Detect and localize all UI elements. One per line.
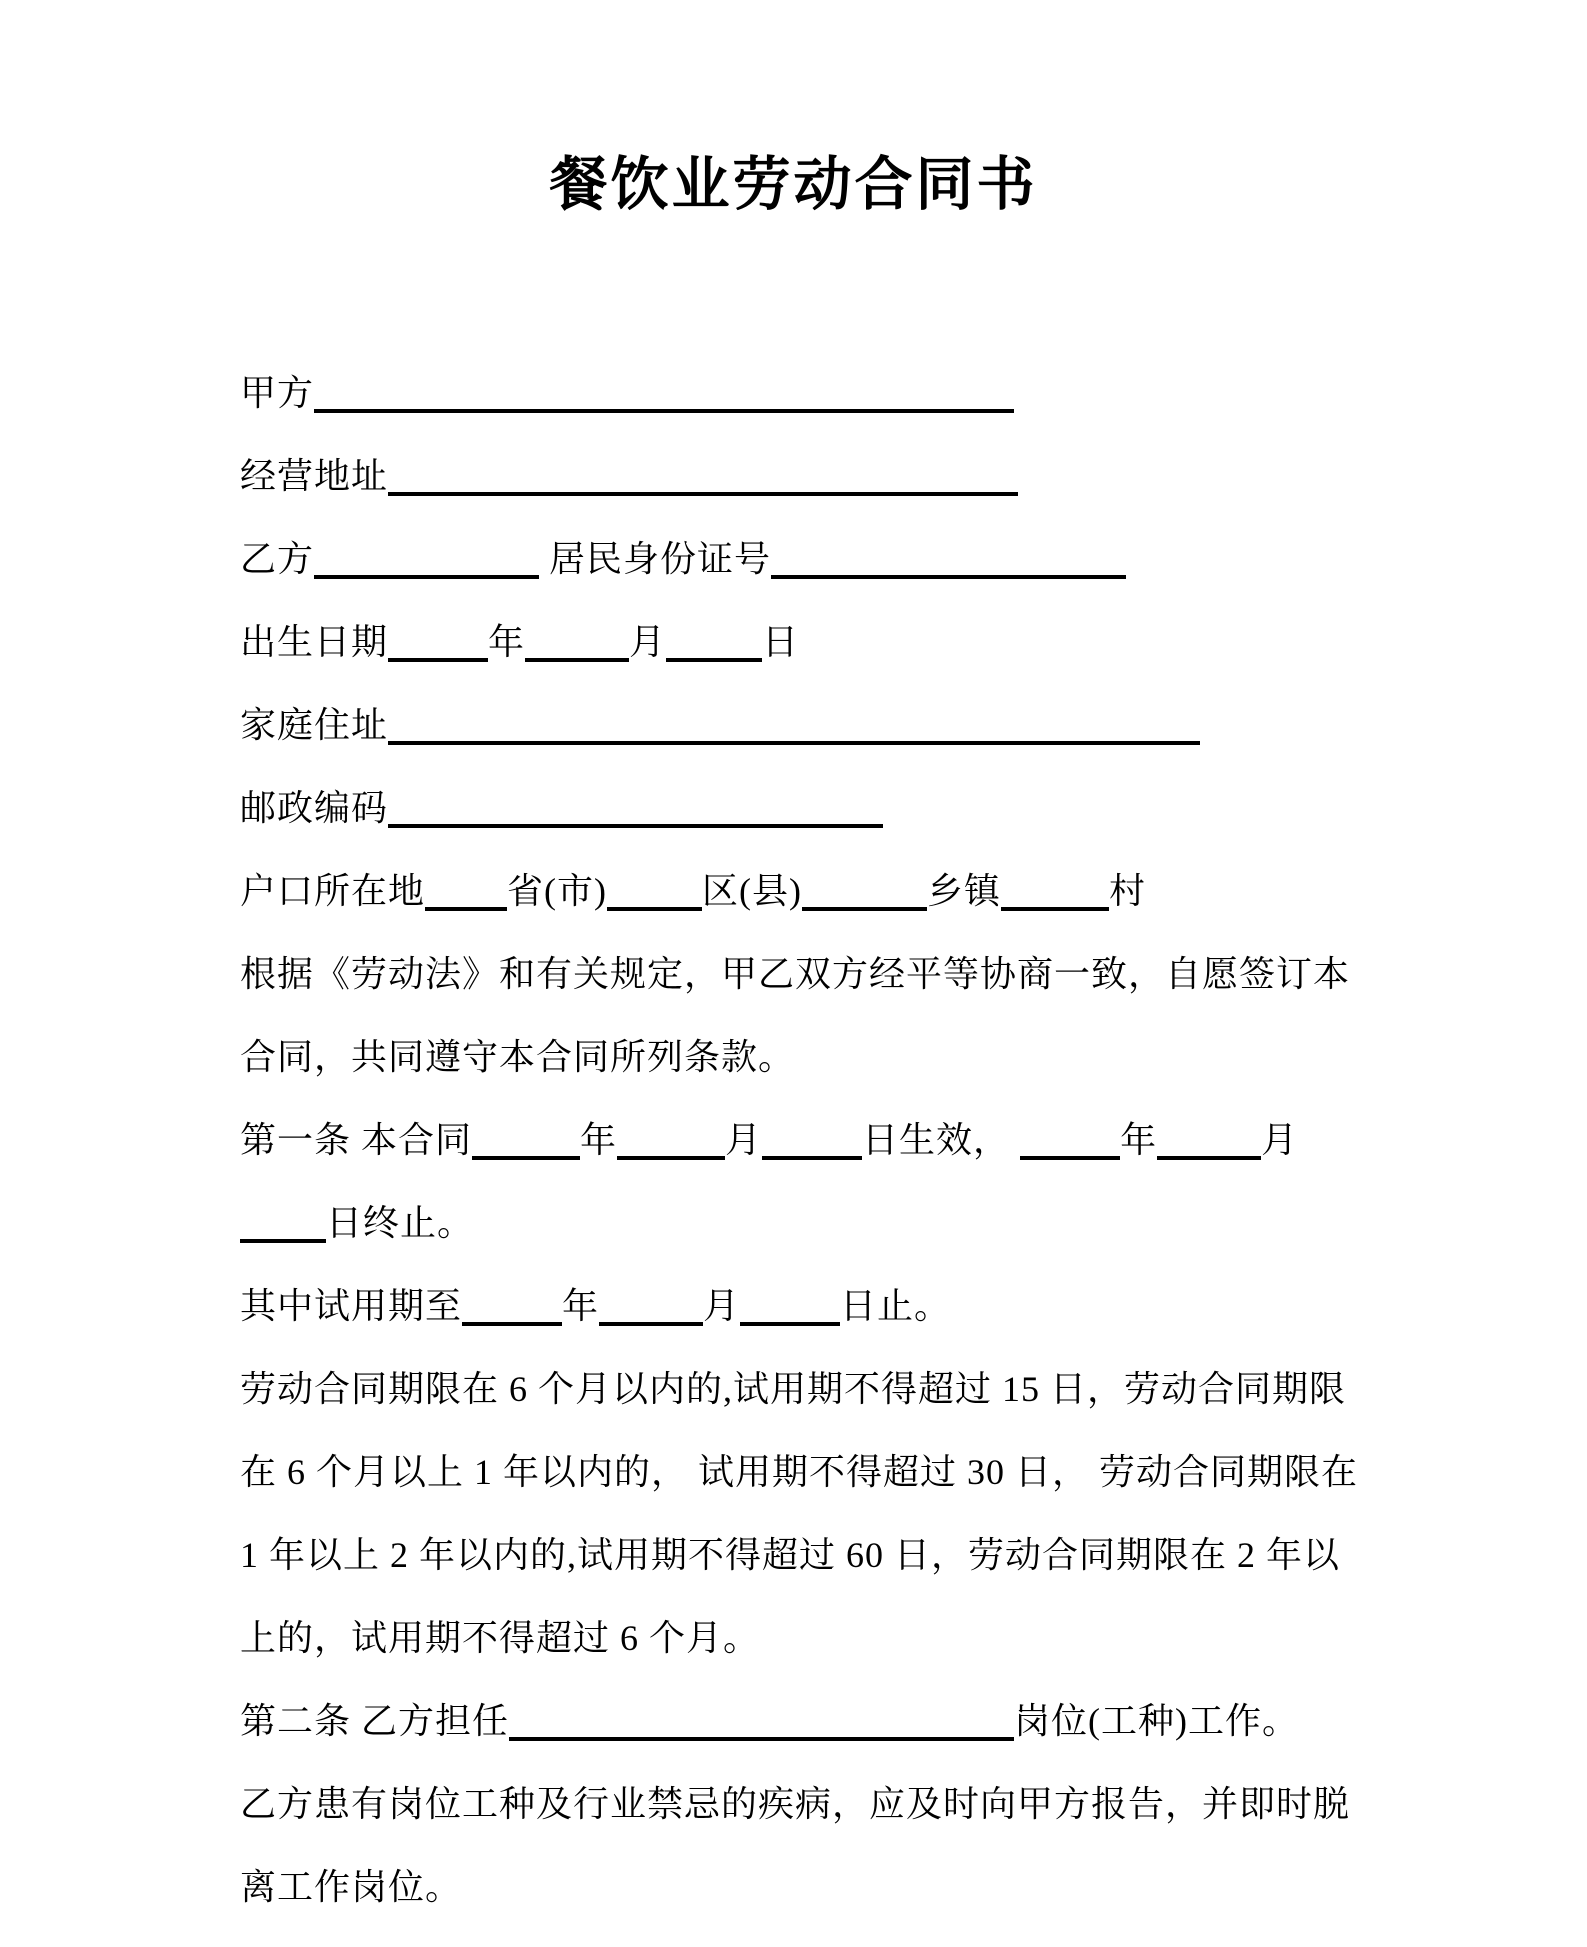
contract-line [240,1698,1347,1781]
contract-line [240,1200,1347,1283]
text-segment: 上的，试用期不得超过 6 个月。 [240,1618,761,1658]
blank-field [388,790,883,828]
blank-field [240,1205,326,1243]
blank-field [462,1288,562,1326]
text-segment: 年 [488,622,526,662]
text-segment: 出生日期 [240,622,389,662]
text-segment: 月 [703,1286,741,1326]
text-segment: 村 [1109,871,1147,911]
blank-field [607,873,702,911]
text-segment: 日止。 [840,1286,952,1326]
contract-line [240,619,1347,702]
text-segment: 月 [629,622,667,662]
text-segment: 其中试用期至 [240,1286,463,1326]
blank-field [425,873,507,911]
text-segment: 户口所在地 [240,871,426,911]
blank-field [1157,1122,1261,1160]
text-segment: 年 [580,1120,618,1160]
contract-line [240,868,1347,951]
text-segment: 邮政编码 [240,788,389,828]
contract-line [240,1615,1347,1698]
blank-field [472,1122,580,1160]
text-segment: 根据《劳动法》和有关规定，甲乙双方经平等协商一致，自愿签订本 [240,954,1351,994]
text-segment: 合同，共同遵守本合同所列条款。 [240,1037,796,1077]
blank-field [1020,1122,1120,1160]
text-segment: 乡镇 [926,871,1001,911]
text-segment: 第二条 乙方担任 [240,1701,510,1741]
contract-line [240,1117,1347,1200]
blank-field [388,624,488,662]
blank-field [525,624,629,662]
text-segment: 第一条 本合同 [240,1120,473,1160]
contract-line [240,951,1351,1034]
text-segment: 省(市) [507,871,607,911]
text-segment: 乙方 [240,539,315,579]
text-segment: 乙方患有岗位工种及行业禁忌的疾病，应及时向甲方报告，并即时脱 [240,1784,1351,1824]
text-segment: 在 6 个月以上 1 年以内的， 试用期不得超过 30 日， 劳动合同期限在 [240,1452,1359,1492]
contract-line [240,1864,1347,1947]
contract-line [240,1532,1347,1615]
text-segment: 区(县) [702,871,802,911]
document-body [240,370,1359,1947]
blank-field [802,873,927,911]
blank-field [314,541,539,579]
text-segment: 日终止。 [326,1203,475,1243]
blank-field [388,458,1018,496]
text-segment: 月 [725,1120,763,1160]
contract-line [240,1366,1347,1449]
text-segment: 离工作岗位。 [240,1867,463,1907]
text-segment: 1 年以上 2 年以内的,试用期不得超过 60 日，劳动合同期限在 2 年以 [240,1535,1341,1575]
contract-line [240,370,1347,453]
contract-line [240,1283,1347,1366]
text-segment: 年 [1120,1120,1158,1160]
text-segment: 年 [562,1286,600,1326]
blank-field [509,1703,1014,1741]
text-segment: 月 [1261,1120,1299,1160]
text-segment: 岗位(工种)工作。 [1014,1701,1299,1741]
contract-line [240,536,1347,619]
document-title: 餐饮业劳动合同书 [549,152,1038,217]
contract-line [240,1034,1347,1117]
blank-field [599,1288,703,1326]
blank-field [617,1122,725,1160]
contract-line [240,785,1347,868]
blank-field [1001,873,1109,911]
text-segment: 劳动合同期限在 6 个月以内的,试用期不得超过 15 日，劳动合同期限 [240,1369,1347,1409]
blank-field [762,1122,862,1160]
blank-field [314,375,1014,413]
text-segment: 居民身份证号 [539,539,772,579]
text-segment: 经营地址 [240,456,389,496]
blank-field [771,541,1126,579]
text-segment: 甲方 [240,373,315,413]
contract-line [240,1781,1351,1864]
text-segment: 日 [762,622,800,662]
blank-field [740,1288,840,1326]
text-segment: 日生效， [862,1120,1021,1160]
text-segment: 家庭住址 [240,705,389,745]
contract-line [240,702,1347,785]
blank-field [388,707,1200,745]
contract-line [240,1449,1359,1532]
blank-field [666,624,762,662]
contract-line [240,453,1347,536]
